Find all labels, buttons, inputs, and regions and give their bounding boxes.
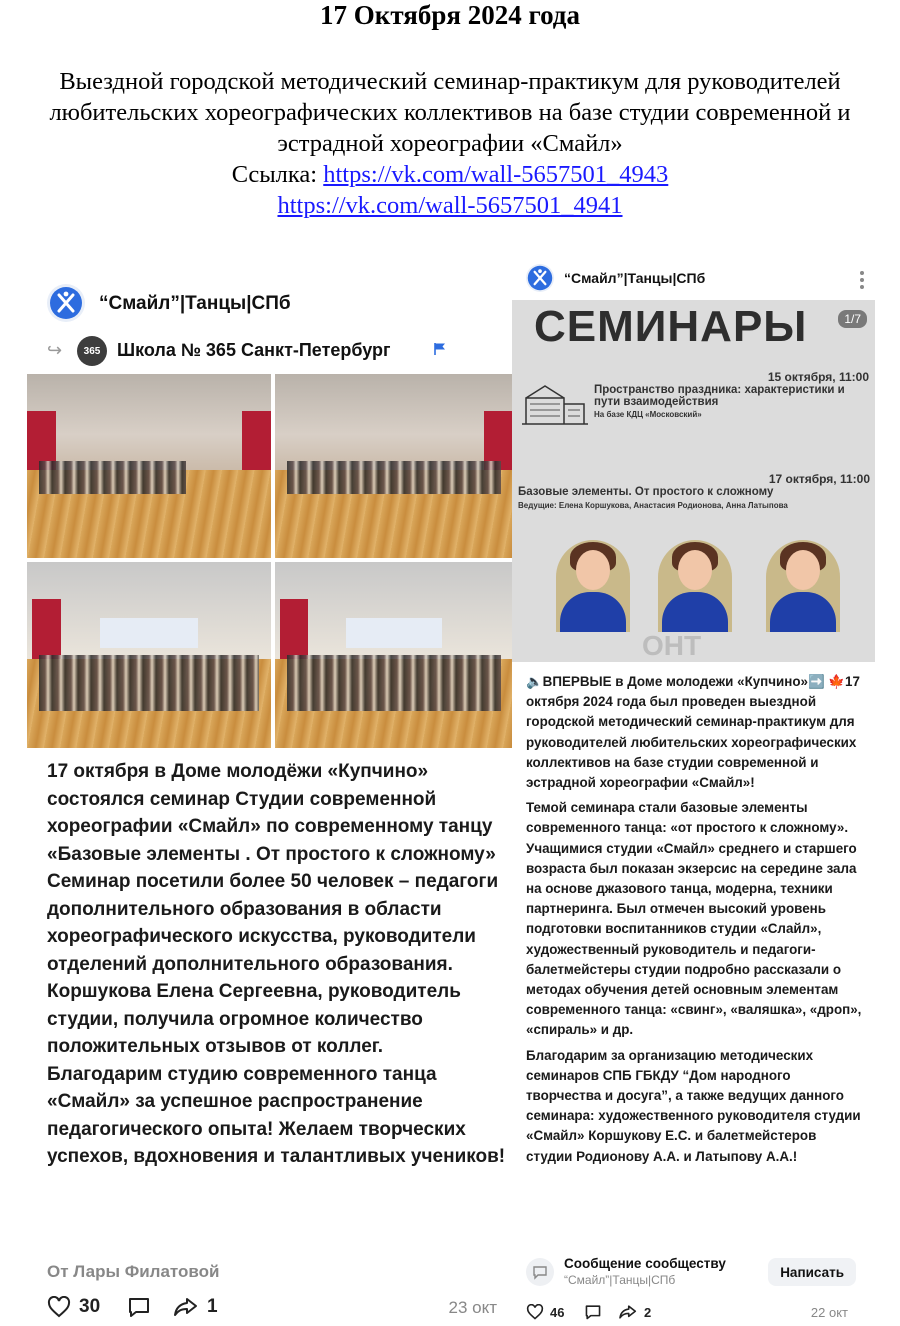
heart-icon — [47, 1296, 71, 1318]
post-text — [526, 672, 866, 1172]
post-paragraph: 17 октября в Доме молодёжи «Купчино» состоялся семинар Студии современной хореографии «Смайл» по современному танцу «Базовые элементы . От простого к сложному» — [47, 761, 496, 865]
event-1-venue: На базе КДЦ «Московский» — [594, 410, 702, 419]
poster-title: СЕМИНАРЫ — [534, 302, 808, 351]
message-community-bar — [526, 1254, 866, 1290]
post-header — [47, 284, 507, 324]
share-count: 1 — [207, 1296, 218, 1317]
description-line-1: Выездной городской методический семинар-практикум для руководителей — [59, 68, 841, 95]
like-count: 30 — [79, 1296, 101, 1317]
school-name[interactable]: Школа № 365 Санкт-Петербург — [117, 340, 391, 360]
vk-link-4941[interactable]: https://vk.com/wall-5657501_4941 — [277, 192, 623, 219]
image-counter: 1/7 — [838, 310, 867, 328]
building-sketch-icon — [518, 374, 592, 432]
document-description — [0, 66, 900, 221]
comment-icon — [127, 1296, 151, 1318]
like-button[interactable] — [47, 1296, 100, 1318]
like-button[interactable] — [526, 1304, 564, 1320]
community-avatar[interactable] — [526, 264, 554, 292]
photo-hall-audience[interactable] — [27, 374, 271, 558]
post-date[interactable]: 23 окт — [448, 1298, 497, 1317]
message-title: Сообщение сообществу — [564, 1256, 726, 1271]
flag-icon — [433, 342, 447, 356]
write-message-button[interactable]: Написать — [768, 1258, 856, 1286]
document-title: 17 Октября 2024 года — [320, 0, 580, 30]
share-icon — [618, 1304, 638, 1320]
vk-link-4943[interactable]: https://vk.com/wall-5657501_4943 — [323, 161, 669, 188]
event-1-date: 15 октября, 11:00 — [767, 370, 869, 384]
heart-icon — [526, 1304, 544, 1320]
comment-button[interactable] — [127, 1296, 151, 1318]
share-count: 2 — [644, 1304, 652, 1320]
poster-event-2 — [518, 472, 870, 510]
event-2-title: Базовые элементы. От простого к сложному — [518, 486, 774, 498]
like-count: 46 — [550, 1304, 565, 1320]
community-name[interactable]: “Смайл”|Танцы|СПб — [99, 293, 291, 314]
post-author[interactable]: От Лары Филатовой — [47, 1262, 220, 1281]
description-line-2: любительских хореографических коллективов на базе студии современной и — [49, 99, 851, 126]
post-paragraph: Благодарим за организацию методических семинаров СПБ ГБКДУ “Дом народного творчества и досуга”, а также ведущих данного семинара: художественного руководителя студии «Смайл» Коршукову Е.С. и балетмейстеров студии Родионову А.А. и Латыпову А.А.! — [526, 1047, 861, 1164]
link-line-1 — [0, 159, 900, 190]
post-actions — [526, 1304, 866, 1324]
photo-group-2[interactable] — [275, 562, 513, 748]
community-avatar[interactable] — [47, 284, 85, 322]
community-name[interactable]: “Смайл”|Танцы|СПб — [564, 270, 706, 286]
host-portrait — [556, 540, 630, 632]
comment-icon — [584, 1304, 602, 1320]
link-line-2 — [0, 190, 900, 221]
event-2-hosts: Ведущие: Елена Коршукова, Анастасия Родионова, Анна Латыпова — [518, 501, 788, 510]
link-label: Ссылка: — [231, 161, 324, 188]
post-left — [27, 270, 513, 1326]
poster-event-1 — [594, 370, 869, 419]
photo-dancers-line[interactable] — [275, 374, 513, 558]
share-button[interactable] — [618, 1304, 651, 1320]
smile-logo-icon — [527, 265, 553, 291]
share-button[interactable] — [173, 1296, 218, 1318]
repost-source — [47, 336, 507, 366]
description-line-3: эстрадной хореографии «Смайл» — [277, 130, 623, 157]
comment-button[interactable] — [584, 1304, 602, 1320]
seminar-poster-image[interactable] — [512, 300, 875, 662]
post-header — [526, 264, 871, 294]
smile-logo-icon — [49, 286, 83, 320]
share-icon — [173, 1296, 199, 1318]
school-avatar[interactable]: 365 — [77, 336, 107, 366]
more-options-icon[interactable] — [859, 271, 865, 289]
host-portrait — [766, 540, 840, 632]
event-1-title: Пространство праздника: характеристики и пути взаимодействия — [594, 384, 845, 408]
post-paragraph: Темой семинара стали базовые элементы современного танца: «от простого к сложному». Учащимися студии «Смайл» среднего и старшего возраста был показан экзерсис на середине зала на основе джазового танца, модерна, техники партнеринга. Был отмечен высокий уровень подготовки воспитанников студии «Слайл», художественный руководитель и педагоги-балетмейстеры студии подробно рассказали о методах обучения детей основным элементам современного танца: «свинг», «валяшка», «дроп», «спираль» и др. — [526, 800, 862, 1038]
photo-group-1[interactable] — [27, 562, 271, 748]
message-icon — [526, 1258, 554, 1286]
repost-arrow-icon: ↪ — [47, 340, 63, 360]
message-subtitle: “Смайл”|Танцы|СПб — [564, 1273, 676, 1287]
post-paragraph: 🔈ВПЕРВЫЕ в Доме молодежи «Купчино»➡️ 🍁17 октября 2024 года был проведен выездной городской методический семинар-практикум для руководителей любительских хореографических коллективов на базе студии современной и эстрадной хореографии «Смайл»! — [526, 674, 860, 791]
post-paragraph: Благодарим студию современного танца «Смайл» за успешное распространение педагогического опыта! Желаем творческих успехов, вдохновения и талантливых учеников! — [47, 1063, 506, 1167]
post-date[interactable]: 22 окт — [810, 1305, 848, 1320]
post-paragraph: Семинар посетили более 50 человек – педагоги дополнительного образования в области хореографического искусства, руководители отделений дополнительного образования. Коршукова Елена Сергеевна, руководитель студии, получила огромное количество положительных отзывов от коллег. — [47, 871, 499, 1057]
post-text — [47, 758, 507, 1171]
event-2-date: 17 октября, 11:00 — [768, 472, 870, 486]
host-portrait — [658, 540, 732, 632]
post-right — [512, 258, 875, 1326]
photo-grid — [27, 374, 513, 748]
poster-footer-logo: ОНТ — [642, 630, 702, 661]
post-actions — [47, 1296, 507, 1324]
